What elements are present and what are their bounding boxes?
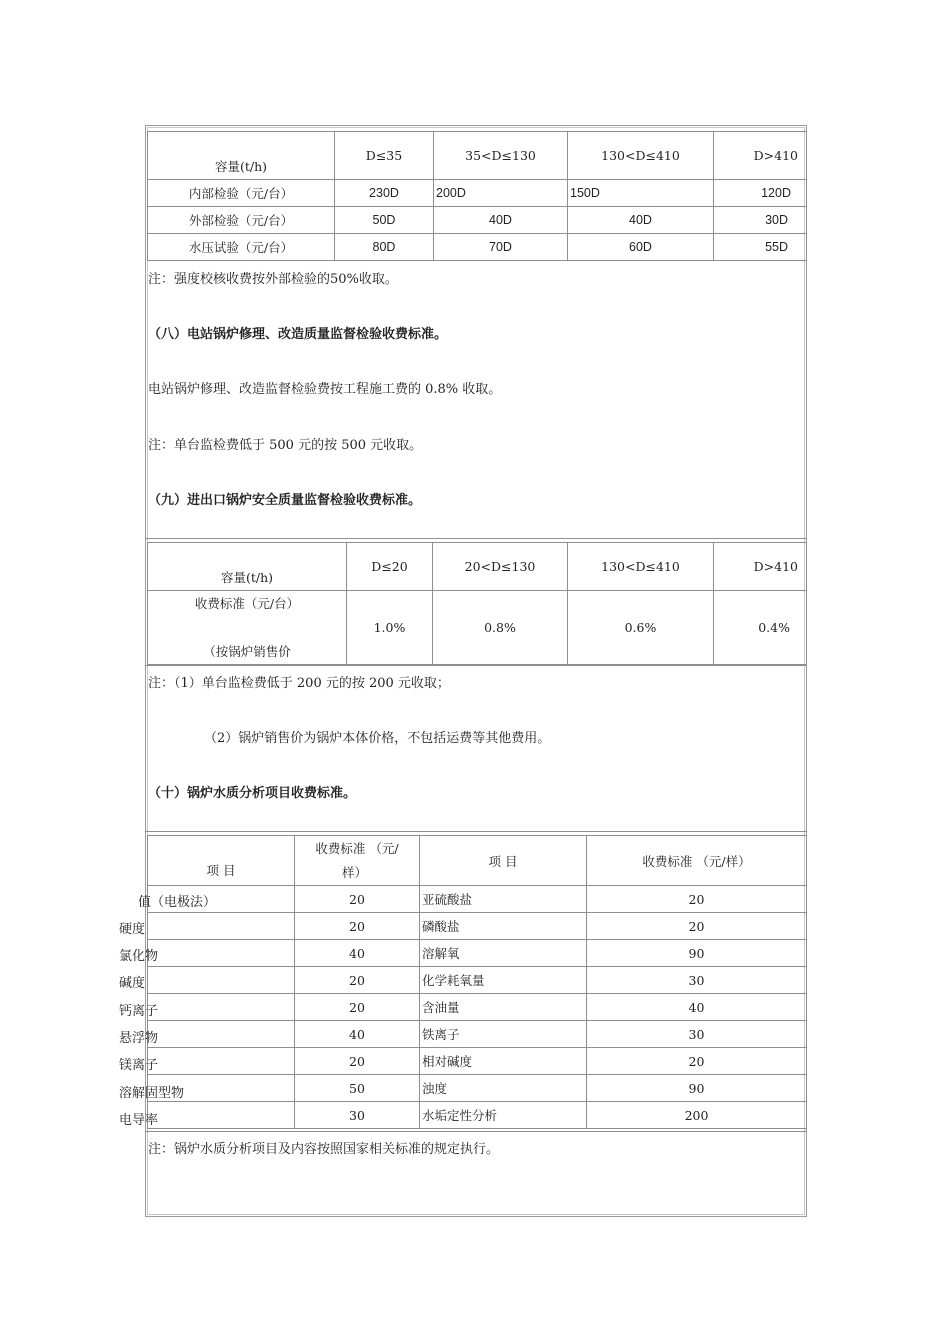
- table-row: [148, 913, 807, 940]
- table-cell: 80D: [335, 234, 434, 261]
- item-name: [148, 994, 295, 1021]
- table-row: [148, 1075, 807, 1102]
- table-cell: 40: [295, 1021, 420, 1048]
- table-cell: 30: [587, 967, 807, 994]
- table-cell: 150D: [568, 180, 714, 207]
- divider: [145, 665, 807, 666]
- col-header: D>410: [714, 543, 807, 591]
- col-header: D>410: [714, 132, 807, 180]
- divider: [145, 1131, 807, 1132]
- col-header: 20<D≤130: [433, 543, 568, 591]
- item-name-overflow: 镁离子: [119, 1058, 159, 1073]
- table-cell: 200D: [434, 180, 568, 207]
- table-cell: 20: [587, 913, 807, 940]
- item-name: [148, 913, 295, 940]
- item-name-overflow: 溶解固型物: [119, 1086, 185, 1101]
- table-row: [148, 180, 807, 207]
- item-name: 含油量: [420, 994, 587, 1021]
- item-name: 铁离子: [420, 1021, 587, 1048]
- table-cell: 40D: [434, 207, 568, 234]
- table-cell: 40: [587, 994, 807, 1021]
- table-row: [148, 886, 807, 913]
- item-name-overflow: 氯化物: [119, 949, 159, 964]
- table-row: [148, 234, 807, 261]
- section-10-title: （十）锅炉水质分析项目收费标准。: [148, 786, 357, 801]
- table-cell: 50D: [335, 207, 434, 234]
- row-label: 外部检验（元/台）: [148, 207, 335, 234]
- item-name: [148, 1048, 295, 1075]
- table-cell: 200: [587, 1102, 807, 1129]
- table-cell: 20: [295, 994, 420, 1021]
- item-name: [148, 1021, 295, 1048]
- item-name: 水垢定性分析: [420, 1102, 587, 1129]
- table-cell: 20: [295, 967, 420, 994]
- item-name: 溶解氧: [420, 940, 587, 967]
- col-header: 130<D≤410: [568, 543, 714, 591]
- table-cell: 70D: [434, 234, 568, 261]
- item-name-overflow: 悬浮物: [119, 1031, 159, 1046]
- note-2-line-1: 注：（1）单台监检费低于 200 元的按 200 元收取；: [148, 676, 450, 691]
- table-row: [148, 591, 807, 665]
- table-row: [148, 994, 807, 1021]
- table-row: [148, 1048, 807, 1075]
- item-name: 浊度: [420, 1075, 587, 1102]
- table-cell: 20: [295, 1048, 420, 1075]
- col-header: 35<D≤130: [434, 132, 568, 180]
- fee-header: 收费标准 （元/ 样）: [295, 836, 420, 886]
- item-name: 相对碱度: [420, 1048, 587, 1075]
- table-row: [148, 207, 807, 234]
- section-9-title: （九）进出口锅炉安全质量监督检验收费标准。: [148, 493, 422, 508]
- item-name: 磷酸盐: [420, 913, 587, 940]
- table-cell: 1.0%: [347, 591, 433, 665]
- section-8-title: （八）电站锅炉修理、改造质量监督检验收费标准。: [148, 327, 448, 342]
- item-name-overflow: 硬度: [119, 922, 146, 937]
- col-header: D≤20: [347, 543, 433, 591]
- table-row: [148, 967, 807, 994]
- water-analysis-fee-table: [147, 835, 807, 1129]
- inspection-fee-table: [147, 131, 807, 261]
- table-cell: 55D: [714, 234, 807, 261]
- section-8-note: 注：单台监检费低于 500 元的按 500 元收取。: [148, 438, 423, 453]
- table-cell: 30D: [714, 207, 807, 234]
- table-row: [148, 940, 807, 967]
- divider: [145, 831, 807, 832]
- fee-header: 收费标准 （元/样）: [587, 836, 807, 886]
- item-name: [148, 967, 295, 994]
- item-name: 亚硫酸盐: [420, 886, 587, 913]
- row-label: 内部检验（元/台）: [148, 180, 335, 207]
- table-cell: 50: [295, 1075, 420, 1102]
- table-cell: 40: [295, 940, 420, 967]
- item-name: [148, 940, 295, 967]
- table-cell: 230D: [335, 180, 434, 207]
- table-cell: 60D: [568, 234, 714, 261]
- divider: [145, 538, 807, 539]
- capacity-header: 容量(t/h): [148, 132, 335, 180]
- item-header: 项 目: [420, 836, 587, 886]
- table-cell: 90: [587, 940, 807, 967]
- note-2-line-2: （2）锅炉销售价为锅炉本体价格，不包括运费等其他费用。: [204, 731, 551, 746]
- note-water-analysis: 注：锅炉水质分析项目及内容按照国家相关标准的规定执行。: [148, 1142, 500, 1157]
- table-cell: 30: [295, 1102, 420, 1129]
- table-cell: 20: [295, 886, 420, 913]
- row-label-line: 收费标准（元/台）: [194, 595, 300, 611]
- item-name-overflow: 碱度: [119, 976, 146, 991]
- item-name-overflow: 电导率: [119, 1113, 159, 1128]
- table-cell: 30: [587, 1021, 807, 1048]
- item-name: 化学耗氧量: [420, 967, 587, 994]
- table-cell: 20: [587, 1048, 807, 1075]
- section-8-body: 电站锅炉修理、改造监督检验费按工程施工费的 0.8% 收取。: [148, 382, 502, 397]
- table-cell: 0.4%: [714, 591, 807, 665]
- item-header: 项 目: [148, 836, 295, 886]
- table-cell: 20: [295, 913, 420, 940]
- row-label-line: （按锅炉销售价: [203, 643, 291, 659]
- table-cell: 40D: [568, 207, 714, 234]
- table-row: [148, 1102, 807, 1129]
- table-row: [148, 1021, 807, 1048]
- col-header: 130<D≤410: [568, 132, 714, 180]
- table-cell: 90: [587, 1075, 807, 1102]
- item-name: [148, 1102, 295, 1129]
- table-cell: 20: [587, 886, 807, 913]
- row-label: 水压试验（元/台）: [148, 234, 335, 261]
- row-label: [148, 591, 347, 665]
- col-header: D≤35: [335, 132, 434, 180]
- item-name-overflow: 钙离子: [119, 1004, 159, 1019]
- note-strength-check: 注：强度校核收费按外部检验的50%收取。: [148, 272, 398, 287]
- table-cell: 120D: [714, 180, 807, 207]
- capacity-header: 容量(t/h): [148, 543, 347, 591]
- item-name-overflow: 值（电极法）: [138, 895, 217, 910]
- import-export-fee-table: [147, 542, 807, 665]
- table-cell: 0.6%: [568, 591, 714, 665]
- table-cell: 0.8%: [433, 591, 568, 665]
